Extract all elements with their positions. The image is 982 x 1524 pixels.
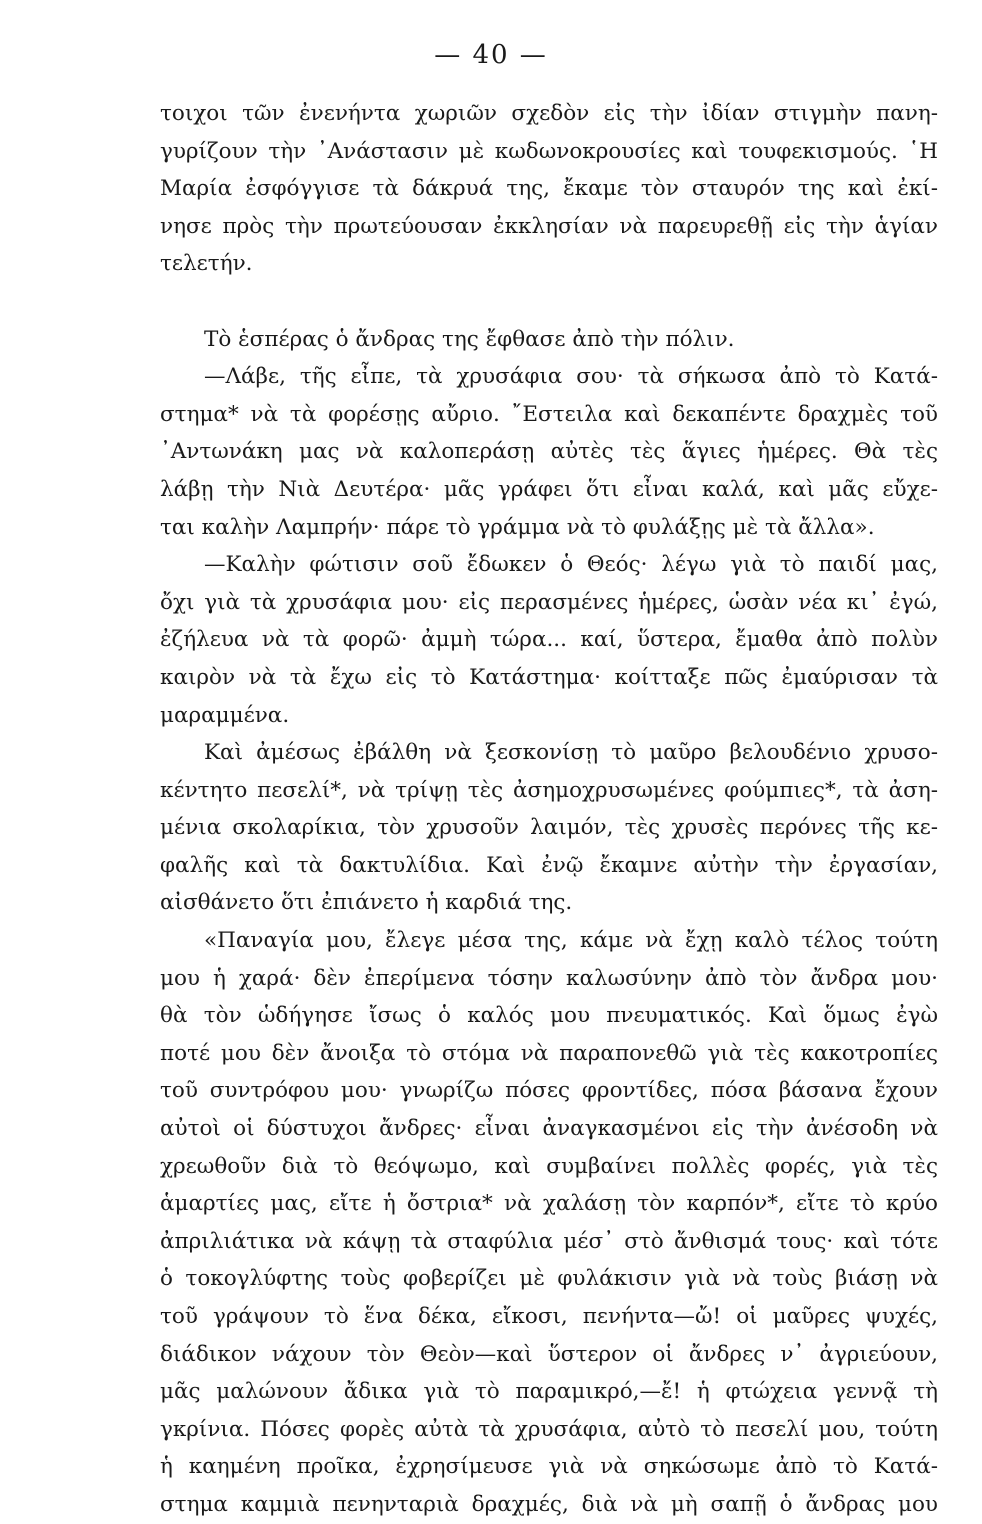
text-line: νησε πρὸς τὴν πρωτεύουσαν ἐκκλησίαν νὰ παρευρεθῇ εἰς τὴν ἁγίαν: [160, 213, 938, 239]
text-line: μου ἡ χαρά· δὲν ἐπερίμενα τόσην καλωσύνην ἀπὸ τὸν ἄνδρα μου·: [160, 965, 938, 991]
text-line: «Παναγία μου, ἔλεγε μέσα της, κάμε νὰ ἔχῃ καλὸ τέλος τούτη: [204, 928, 938, 954]
text-line: τοῦ συντρόφου μου· γνωρίζω πόσες φροντίδες, πόσα βάσανα ἔχουν: [160, 1078, 938, 1104]
text-line: ὄχι γιὰ τὰ χρυσάφια μου· εἰς περασμένες ἡμέρες, ὡσὰν νέα κι᾿ ἐγώ,: [160, 589, 938, 615]
paragraph-gap: [160, 283, 938, 321]
text-line: λάβῃ τὴν Νιὰ Δευτέρα· μᾶς γράφει ὅτι εἶναι καλά, καὶ μᾶς εὔχε-: [160, 476, 938, 502]
text-line: ἀπριλιάτικα νὰ κάψῃ τὰ σταφύλια μέσ᾿ στὸ ἄνθισμά τους· καὶ τότε: [160, 1228, 938, 1254]
text-line: μαραμμένα.: [160, 702, 290, 728]
text-line: γυρίζουν τὴν ᾿Ανάστασιν μὲ κωδωνοκρουσίες καὶ τουφεκισμούς. ῾Η: [160, 138, 938, 164]
text-line: στημα* νὰ τὰ φορέσῃς αὔριο. ῎Εστειλα καὶ δεκαπέντε δραχμὲς τοῦ: [160, 401, 938, 427]
text-line: τοῦ γράψουν τὸ ἕνα δέκα, εἴκοσι, πενήντα—ὤ! οἱ μαῦρες ψυχές,: [160, 1304, 938, 1329]
text-line: στημα καμμιὰ πενηνταριὰ δραχμές, διὰ νὰ μὴ σαπῇ ὁ ἄνδρας μου: [160, 1491, 938, 1517]
text-line: διάδικον νάχουν τὸν Θεὸν—καὶ ὕστερον οἱ ἄνδρες ν᾿ ἀγριεύουν,: [160, 1341, 938, 1367]
text-line: αὐτοὶ οἱ δύστυχοι ἄνδρες· εἶναι ἀναγκασμένοι εἰς τὴν ἀνέσοδη νὰ: [160, 1116, 938, 1142]
text-line: φαλῆς καὶ τὰ δακτυλίδια. Καὶ ἐνῷ ἔκαμνε αὐτὴν τὴν ἐργασίαν,: [160, 852, 938, 878]
text-line: γκρίνια. Πόσες φορὲς αὐτὰ τὰ χρυσάφια, αὐτὸ τὸ πεσελί μου, τούτη: [160, 1416, 938, 1442]
text-line: θὰ τὸν ὡδήγησε ἴσως ὁ καλός μου πνευματικός. Καὶ ὅμως ἐγὼ: [160, 1003, 938, 1029]
text-line: ἁμαρτίες μας, εἴτε ἡ ὄστρια* νὰ χαλάσῃ τὸν καρπόν*, εἴτε τὸ κρύο: [160, 1191, 938, 1217]
body-text: [160, 95, 938, 1524]
text-line: Καὶ ἀμέσως ἐβάλθη νὰ ξεσκονίσῃ τὸ μαῦρο βελουδένιο χρυσο-: [204, 740, 938, 766]
text-line: —Λάβε, τῆς εἶπε, τὰ χρυσάφια σου· τὰ σήκωσα ἀπὸ τὸ Κατά-: [204, 364, 938, 390]
text-line: καιρὸν νὰ τὰ ἔχω εἰς τὸ Κατάστημα· κοίτταξε πῶς ἐμαύρισαν τὰ: [160, 664, 938, 690]
text-line: αἰσθάνετο ὅτι ἐπιάνετο ἡ καρδιά της.: [160, 890, 573, 916]
text-line: ἐζήλευα νὰ τὰ φορῶ· ἀμμὴ τώρα... καί, ὕστερα, ἔμαθα ἀπὸ πολὺν: [160, 627, 938, 653]
text-line: —Καλὴν φώτισιν σοῦ ἔδωκεν ὁ Θεός· λέγω γιὰ τὸ παιδί μας,: [204, 552, 938, 578]
text-line: τελετήν.: [160, 251, 253, 277]
text-line: ἡ καημένη προῖκα, ἐχρησίμευσε γιὰ νὰ σηκώσωμε ἀπὸ τὸ Κατά-: [160, 1454, 938, 1480]
text-line: ται καλὴν Λαμπρήν· πάρε τὸ γράμμα νὰ τὸ φυλάξῃς μὲ τὰ ἄλλα».: [160, 514, 875, 540]
text-line: μᾶς μαλώνουν ἄδικα γιὰ τὸ παραμικρό,—ἔ! ἡ φτώχεια γεννᾷ τὴ: [160, 1379, 938, 1405]
text-line: ᾿Αντωνάκη μας νὰ καλοπεράσῃ αὐτὲς τὲς ἅγιες ἡμέρες. Θὰ τὲς: [160, 439, 938, 465]
text-line: Τὸ ἑσπέρας ὁ ἄνδρας της ἔφθασε ἀπὸ τὴν πόλιν.: [204, 326, 735, 352]
text-line: κέντητο πεσελί*, νὰ τρίψῃ τὲς ἀσημοχρυσωμένες φούμπιες*, τὰ ἀση-: [160, 777, 938, 803]
text-line: μένια σκολαρίκια, τὸν χρυσοῦν λαιμόν, τὲς χρυσὲς περόνες τῆς κε-: [160, 815, 938, 841]
text-line: Μαρία ἐσφόγγισε τὰ δάκρυά της, ἔκαμε τὸν σταυρόν της καὶ ἐκί-: [160, 176, 938, 202]
text-line: τοιχοι τῶν ἐνενήντα χωριῶν σχεδὸν εἰς τὴν ἰδίαν στιγμὴν πανη-: [160, 101, 938, 126]
text-line: ὁ τοκογλύφτης τοὺς φοβερίζει μὲ φυλάκισιν γιὰ νὰ τοὺς βιάσῃ νὰ: [160, 1266, 938, 1292]
text-line: ποτέ μου δὲν ἄνοιξα τὸ στόμα νὰ παραπονεθῶ γιὰ τὲς κακοτροπίες: [160, 1040, 938, 1066]
text-line: χρεωθοῦν διὰ τὸ θεόψωμο, καὶ συμβαίνει πολλὲς φορές, γιὰ τὲς: [160, 1153, 938, 1179]
page-number: — 40 —: [434, 40, 548, 70]
